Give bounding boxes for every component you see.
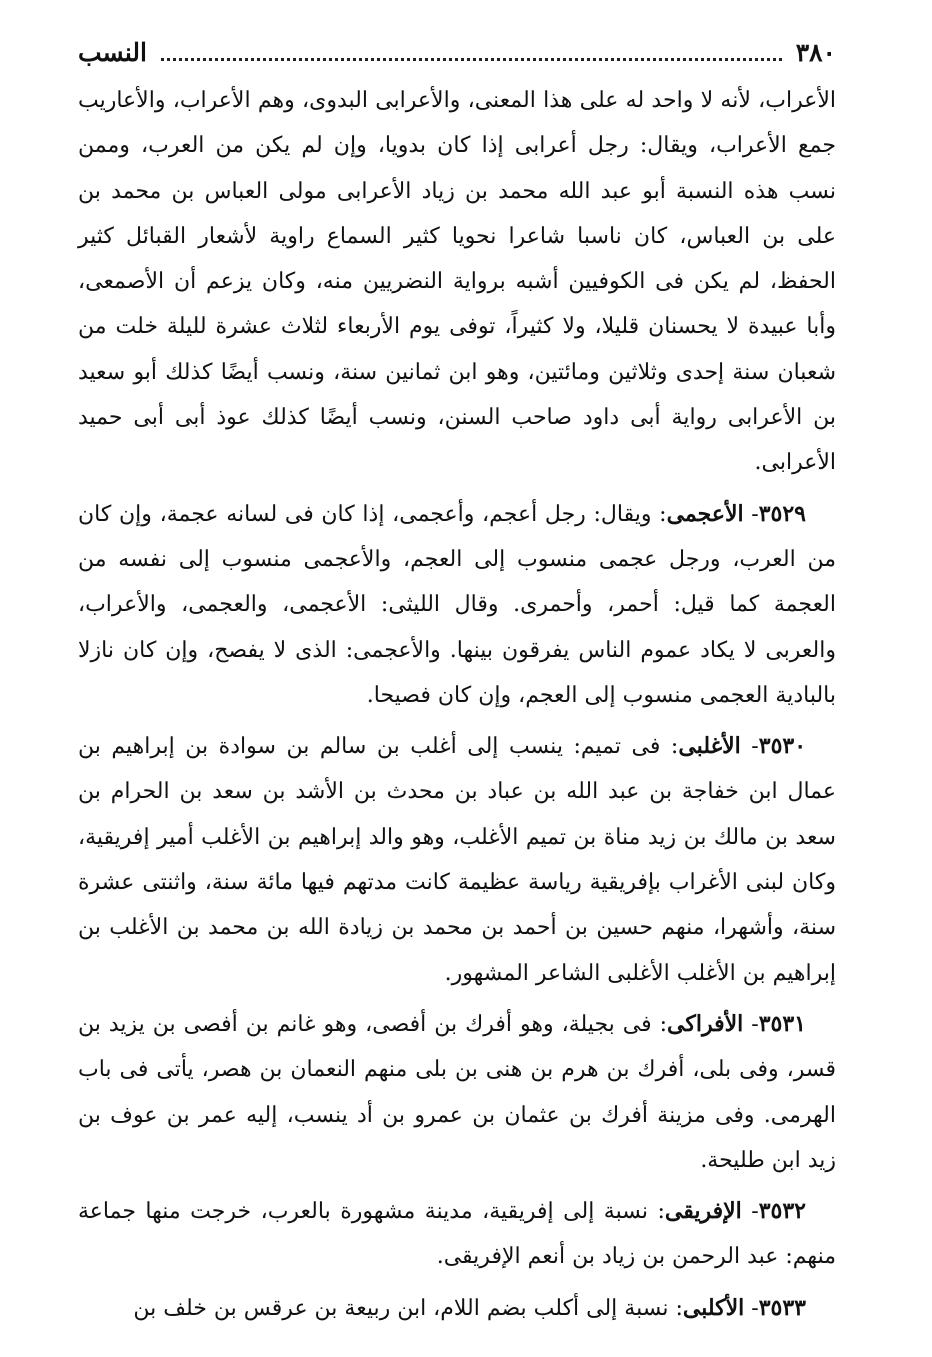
entry-number: ٣٥٣٠ <box>758 733 807 760</box>
entry-headword: الإفريقى <box>664 1198 742 1225</box>
entry-text: فى تميم: ينسب إلى أغلب بن سالم بن سوادة بن إبراهيم بن عمال ابن خفاجة بن عبد الله بن عباد بن محدث بن الأشد بن سعد بن الحرام بن سعد بن مالك بن زيد مناة بن تميم الأغلب، وهو والد إبراهيم بن الأغلب أمير إفريقية، وكان لبنى الأغراب بإفريقية رياسة عظيمة كانت مدتهم فيها مائة سنة، واثنتى عشرة سنة، وأشهرا، منهم حسين بن أحمد بن محمد بن زيادة الله بن محمد بن الأغلب بن إبراهيم بن الأغلب الأغلبى الشاعر المشهور. <box>78 734 836 986</box>
continued-paragraph: الأعراب، لأنه لا واحد له على هذا المعنى، والأعرابى البدوى، وهم الأعراب، والأعاريب جمع الأعراب، ويقال: رجل أعرابى إذا كان بدويا، وإن لم يكن من العرب، وممن نسب هذه النسبة أبو عبد الله محمد بن زياد الأعرابى مولى العباس بن محمد بن على بن العباس، كان ناسبا شاعرا نحويا كثير السماع راوية لأشعار القبائل كثير الحفظ، لم يكن فى الكوفيين أشبه برواية النضريين منه، وكان يزعم أن الأصمعى، وأبا عبيدة لا يحسنان قليلا، ولا كثيراً، توفى يوم الأربعاء لثلاث عشرة لليلة خلت من شعبان سنة إحدى وثلاثين ومائتين، وهو ابن ثمانين سنة، ونسب أيضًا كذلك أبو سعيد بن الأعرابى رواية أبى داود صاحب السنن، ونسب أيضًا كذلك عوذ أبى أبى حميد الأعرابى. <box>78 88 836 476</box>
entry-3530: ٣٥٣٠- الأغلبى: فى تميم: ينسب إلى أغلب بن سالم بن سوادة بن إبراهيم بن عمال ابن خفاجة بن عبد الله بن عباد بن محدث بن الأشد بن سعد بن الحرام بن سعد بن مالك بن زيد مناة بن تميم الأغلب، وهو والد إبراهيم بن الأغلب أمير إفريقية، وكان لبنى الأغراب بإفريقية رياسة عظيمة كانت مدتهم فيها مائة سنة، واثنتى عشرة سنة، وأشهرا، منهم حسين بن أحمد بن محمد بن زيادة الله بن محمد بن الأغلب بن إبراهيم بن الأغلب الأغلبى الشاعر المشهور. <box>78 733 836 986</box>
entry-number: ٣٥٣١ <box>758 1010 806 1037</box>
header-dotted-leader <box>161 46 782 61</box>
entry-3529: ٣٥٢٩- الأعجمى: ويقال: رجل أعجم، وأعجمى، إذا كان فى لسانه عجمة، وإن كان من العرب، ورجل عجمى منسوب إلى العجم، والأعجمى منسوب إلى نفسه من العجمة كما قيل: أحمر، وأحمرى. وقال الليثى: الأعجمى، والعجمى، والأعراب، والعربى لا يكاد عموم الناس يفرقون بينها. والأعجمى: الذى لا يفصح، وإن كان نازلا بالبادية العجمى منسوب إلى العجم، وإن كان فصيحا. <box>78 500 836 708</box>
entry-headword: الأفراكى <box>667 1010 744 1037</box>
page-number: ٣٨٠ <box>795 38 836 67</box>
book-page <box>78 38 836 1337</box>
entry-headword: الأغلبى <box>678 733 741 760</box>
entry-3531: ٣٥٣١- الأفراكى: فى بجيلة، وهو أفرك بن أفصى، وهو غانم بن أفصى بن يزيد بن قسر، وفى بلى، أفرك بن هرم بن هنى بن بلى منهم النعمان بن هصر، يأتى فى باب الهرمى. وفى مزينة أفرك بن عثمان بن عمرو بن أد ينسب، إليه عمر بن عوف بن زيد ابن طليحة. <box>78 1010 836 1173</box>
entry-3533: ٣٥٣٣- الأكلبى: نسبة إلى أكلب بضم اللام، ابن ربيعة بن عرقس بن خلف بن <box>133 1294 806 1321</box>
entry-headword: الأعجمى <box>666 500 744 527</box>
page-body <box>78 78 836 1331</box>
entry-text: فى بجيلة، وهو أفرك بن أفصى، وهو غانم بن أفصى بن يزيد بن قسر، وفى بلى، أفرك بن هرم بن هنى بن بلى منهم النعمان بن هصر، يأتى فى باب الهرمى. وفى مزينة أفرك بن عثمان بن عمرو بن أد ينسب، إليه عمر بن عوف بن زيد ابن طليحة. <box>78 1011 836 1173</box>
entry-text: نسبة إلى أكلب بضم اللام، ابن ربيعة بن عرقس بن خلف بن <box>133 1295 669 1321</box>
running-header <box>78 38 836 78</box>
entry-3532: ٣٥٣٢- الإفريقى: نسبة إلى إفريقية، مدينة مشهورة بالعرب، خرجت منها جماعة منهم: عبد الرحمن بن زياد بن أنعم الإفريقى. <box>78 1198 836 1270</box>
entry-text: نسبة إلى إفريقية، مدينة مشهورة بالعرب، خرجت منها جماعة منهم: عبد الرحمن بن زياد بن أنعم الإفريقى. <box>78 1199 836 1270</box>
entry-number: ٣٥٢٩ <box>758 500 806 527</box>
section-title: النسب <box>78 38 147 67</box>
entry-number: ٣٥٣٣ <box>758 1294 806 1321</box>
entry-text: ويقال: رجل أعجم، وأعجمى، إذا كان فى لسانه عجمة، وإن كان من العرب، ورجل عجمى منسوب إلى العجم، والأعجمى منسوب إلى نفسه من العجمة كما قيل: أحمر، وأحمرى. وقال الليثى: الأعجمى، والعجمى، والأعراب، والعربى لا يكاد عموم الناس يفرقون بينها. والأعجمى: الذى لا يفصح، وإن كان نازلا بالبادية العجمى منسوب إلى العجم، وإن كان فصيحا. <box>78 501 836 708</box>
entry-number: ٣٥٣٢ <box>758 1198 806 1225</box>
entry-headword: الأكلبى <box>682 1294 745 1321</box>
